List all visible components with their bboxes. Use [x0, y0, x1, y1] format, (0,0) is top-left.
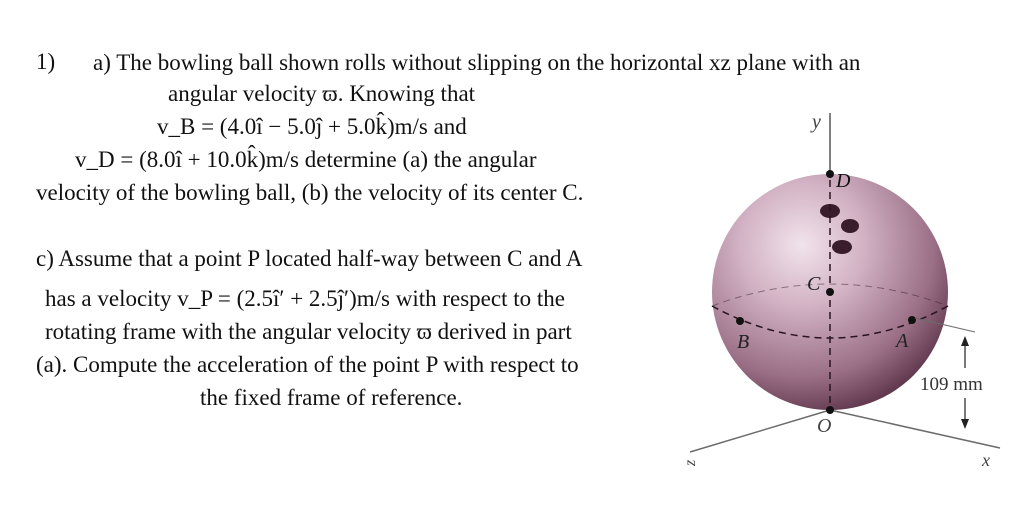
finger-hole-3	[832, 240, 852, 254]
part-a-line-4: v_D = (8.0î + 10.0k̂)m/s determine (a) the angular	[75, 147, 537, 172]
point-O	[826, 406, 834, 414]
problem-number: 1)	[36, 49, 56, 74]
point-B	[736, 317, 744, 325]
finger-hole-2	[841, 219, 859, 233]
dimension-arrow-down	[961, 419, 969, 429]
part-c-line-1: c) Assume that a point P located half-way between C and A	[36, 246, 583, 271]
label-O: O	[817, 415, 832, 437]
part-c-line-4: (a). Compute the acceleration of the point P with respect to	[36, 352, 579, 377]
point-D	[826, 170, 834, 178]
label-B: B	[737, 331, 750, 353]
y-axis-label: y	[812, 111, 821, 133]
dimension-arrow-up	[961, 336, 969, 346]
point-A	[908, 316, 916, 324]
part-c-line-2: has a velocity v_P = (2.5î′ + 2.5ĵ′)m/s with respect to the	[45, 286, 565, 311]
part-a-line-1: a) The bowling ball shown rolls without slipping on the horizontal xz plane with an	[93, 50, 861, 75]
point-C	[826, 288, 834, 296]
x-axis	[830, 410, 1000, 448]
part-a-line-3: v_B = (4.0î − 5.0ĵ + 5.0k̂)m/s and	[157, 114, 467, 139]
part-c-line-5: the fixed frame of reference.	[200, 385, 463, 410]
part-a-line-5: velocity of the bowling ball, (b) the velocity of its center C.	[36, 180, 584, 205]
dimension-label: 109 mm	[920, 374, 983, 395]
part-a-line-2: angular velocity ϖ. Knowing that	[168, 81, 476, 106]
part-c-line-3: rotating frame with the angular velocity ϖ derived in part	[45, 319, 572, 344]
z-axis	[690, 410, 830, 452]
label-D: D	[836, 170, 851, 192]
z-axis-label: z	[682, 459, 699, 466]
label-A: A	[896, 330, 909, 352]
x-axis-label: x	[982, 450, 990, 470]
label-C: C	[807, 273, 821, 295]
